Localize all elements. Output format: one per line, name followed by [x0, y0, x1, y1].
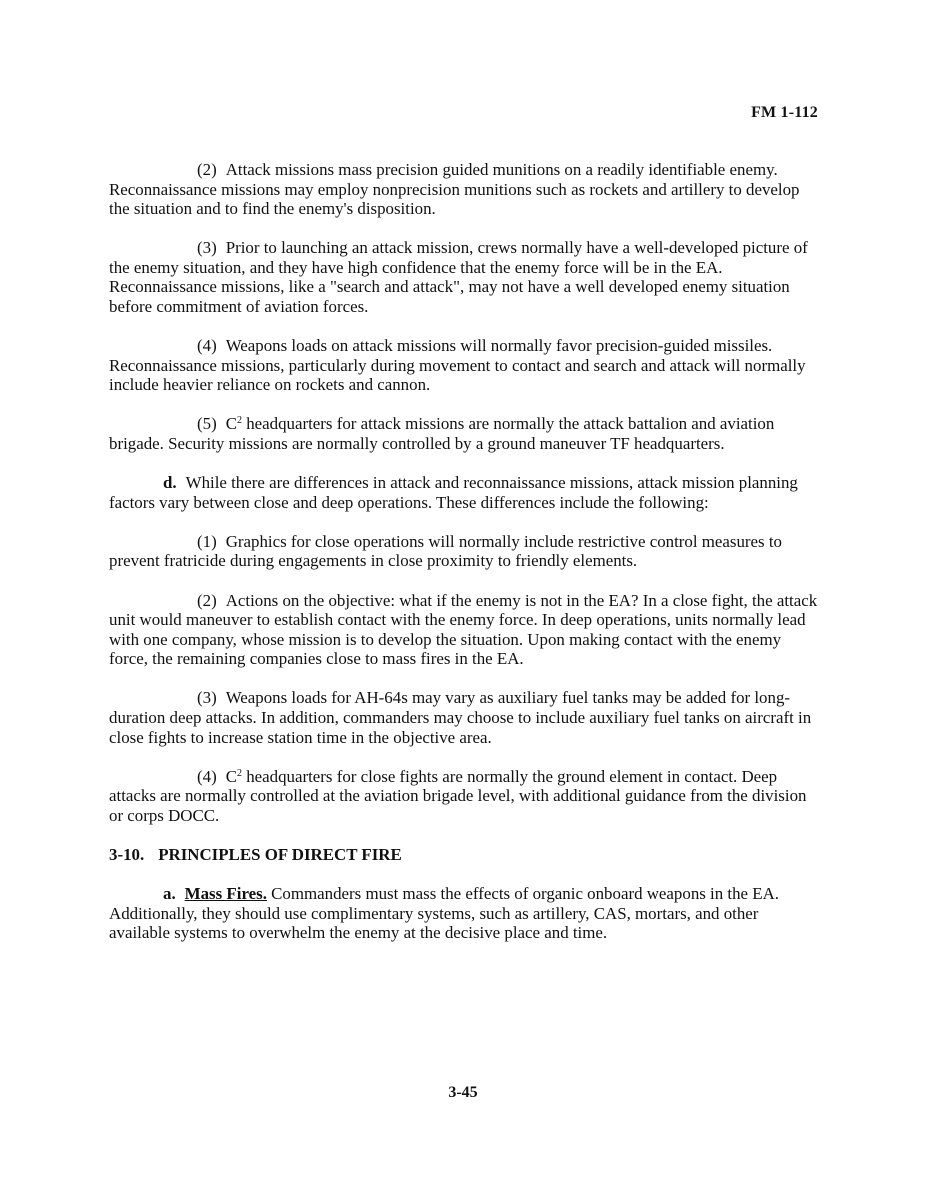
- c2-letter: C: [225, 414, 237, 434]
- paragraph-c4: [109, 336, 821, 395]
- paragraph-text: Graphics for close operations will normally include restrictive control measures to prevent fratricide during engagements in close proximity to friendly elements.: [109, 531, 782, 571]
- paragraph-text: headquarters for attack missions are normally the attack battalion and aviation brigade. Security missions are normally controlled by a ground maneuver TF headquarters.: [109, 414, 775, 454]
- section-number: 3-10.: [109, 844, 145, 864]
- paragraph-number: (2): [197, 590, 217, 610]
- paragraph-number: (4): [197, 336, 217, 356]
- paragraph-number: (4): [197, 766, 217, 786]
- section-heading: [109, 845, 821, 865]
- paragraph-text: Weapons loads for AH-64s may vary as auxiliary fuel tanks may be added for long-duration deep attacks. In addition, commanders may choose to include auxiliary fuel tanks on aircraft in close fights to increase station time in the objective area.: [109, 688, 812, 747]
- paragraph-number: (5): [197, 414, 217, 434]
- c2-superscript: 2: [236, 415, 242, 427]
- paragraph-text: While there are differences in attack and reconnaissance missions, attack mission planning factors vary between close and deep operations. These differences include the following:: [109, 473, 798, 512]
- paragraph-text: Commanders must mass the effects of organic onboard weapons in the EA. Additionally, they should use complimentary systems, such as artillery, CAS, mortars, and other available systems to overwhelm the enemy at the decisive place and time.: [109, 884, 780, 943]
- paragraph-number: (1): [197, 531, 217, 551]
- paragraph-d2: [109, 591, 821, 669]
- paragraph-d: [109, 473, 821, 512]
- paragraph-a: [109, 884, 821, 943]
- paragraph-d1: [109, 532, 821, 571]
- paragraph-d4: [109, 767, 821, 826]
- paragraph-text: Actions on the objective: what if the enemy is not in the EA? In a close fight, the attack unit would maneuver to establish contact with the enemy force. In deep operations, units normally lead with one company, whose mission is to develop the situation. Upon making contact with the enemy force, the remaining companies close to mass fires in the EA.: [109, 590, 818, 669]
- paragraph-text: Prior to launching an attack mission, crews normally have a well-developed picture of the enemy situation, and they have high confidence that the enemy force will be in the EA. Reconnaissance missions, like a "search and attack", may not have a well developed enemy situation before commitment of aviation forces.: [109, 238, 808, 317]
- c2-superscript: 2: [236, 767, 242, 779]
- paragraph-text: Attack missions mass precision guided munitions on a readily identifiable enemy. Reconnaissance missions may employ nonprecision munitions such as rockets and artillery to develop the situation and to find the enemy's disposition.: [109, 160, 800, 219]
- paragraph-c3: [109, 238, 821, 316]
- section-title: PRINCIPLES OF DIRECT FIRE: [158, 844, 402, 864]
- paragraph-label: a.: [163, 884, 176, 904]
- paragraph-number: (2): [197, 160, 217, 179]
- paragraph-label: d.: [163, 473, 177, 493]
- c2-letter: C: [225, 766, 237, 786]
- paragraph-text: Weapons loads on attack missions will normally favor precision-guided missiles. Reconnaissance missions, particularly during movement to contact and search and attack will normally include heavier reliance on rockets and cannon.: [109, 336, 806, 395]
- paragraph-c2: [109, 160, 821, 219]
- paragraph-number: (3): [197, 238, 217, 258]
- page-body: [109, 160, 821, 962]
- paragraph-c5: [109, 414, 821, 453]
- paragraph-number: (3): [197, 688, 217, 708]
- paragraph-text: headquarters for close fights are normally the ground element in contact. Deep attacks are normally controlled at the aviation brigade level, with additional guidance from the division or corps DOCC.: [109, 766, 807, 825]
- document-id-header: FM 1-112: [751, 104, 818, 121]
- paragraph-d3: [109, 688, 821, 747]
- paragraph-title: Mass Fires.: [184, 884, 267, 904]
- page-number: 3-45: [448, 1084, 478, 1101]
